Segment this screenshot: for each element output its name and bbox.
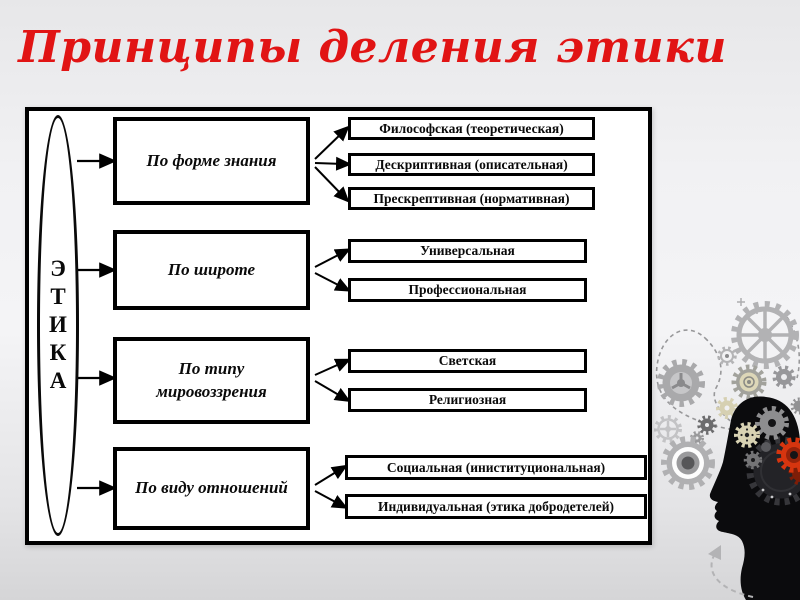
- category-box-relation-kind: По виду отношений: [113, 447, 310, 530]
- gear-icon: [656, 417, 680, 441]
- diagram-canvas: [29, 111, 648, 541]
- leaf-philosophical: Философская (теоретическая): [348, 117, 595, 140]
- gear-icon: [664, 439, 712, 487]
- leaf-descriptive: Дескриптивная (описательная): [348, 153, 595, 176]
- root-letter: А: [49, 368, 67, 393]
- leaf-religious: Религиозная: [348, 388, 587, 412]
- leaf-universal: Универсальная: [348, 239, 587, 263]
- root-letter: Э: [50, 256, 66, 281]
- root-letter: К: [49, 340, 67, 365]
- diagram-panel: [25, 107, 652, 545]
- gear-icon: [734, 367, 764, 397]
- root-letter: И: [49, 312, 67, 337]
- leaf-professional: Профессиональная: [348, 278, 587, 302]
- leaf-prescriptive: Прескрептивная (нормативная): [348, 187, 595, 210]
- head-with-gears-illustration: [630, 290, 800, 600]
- gear-icon: [660, 362, 702, 404]
- leaf-individual: Индивидуальная (этика добродетелей): [345, 494, 647, 519]
- root-letter: Т: [50, 284, 66, 309]
- slide-title: Принципы деления этики: [18, 22, 727, 73]
- category-box-worldview-type: По типу мировоззрения: [113, 337, 310, 424]
- leaf-secular: Светская: [348, 349, 587, 373]
- root-label: [36, 252, 80, 398]
- gear-icon: [734, 304, 796, 366]
- category-box-breadth: По широте: [113, 230, 310, 310]
- category-box-form-of-knowledge: По форме знания: [113, 117, 310, 205]
- leaf-social: Социальная (иниституциональная): [345, 455, 647, 480]
